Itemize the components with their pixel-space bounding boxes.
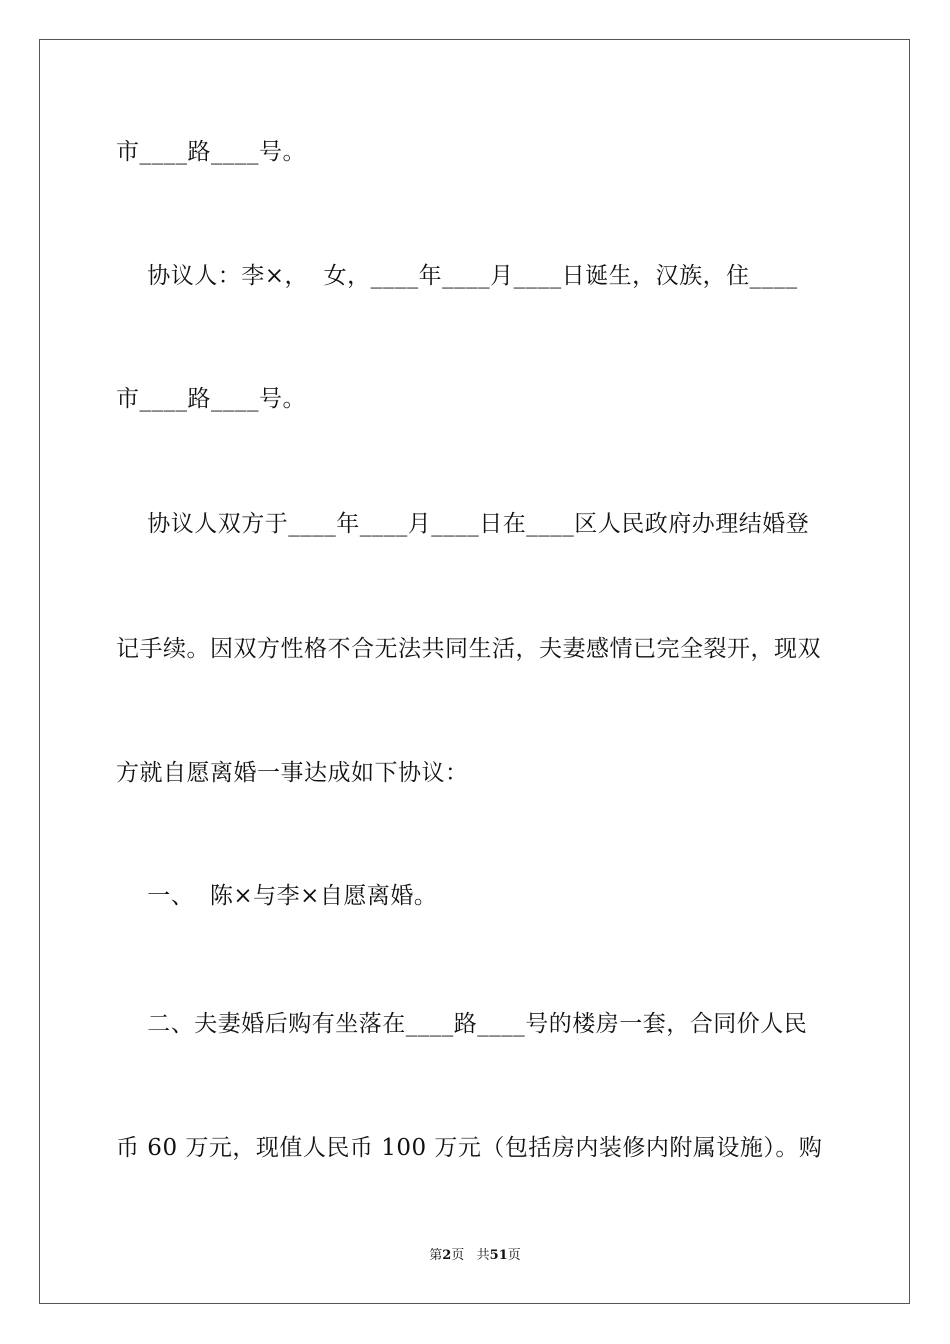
text-line-8: 二、夫妻婚后购有坐落在____路____号的楼房一套，合同价人民 bbox=[116, 1011, 808, 1037]
text-line-3: 市____路____号。 bbox=[116, 386, 306, 412]
total-page-count: 51 bbox=[489, 1248, 508, 1263]
text-line-2: 协议人：李×， 女，____年____月____日诞生，汉族，住____ bbox=[116, 263, 798, 289]
text-line-1: 市____路____号。 bbox=[116, 139, 306, 165]
footer-prefix: 第 bbox=[429, 1248, 443, 1263]
text-line-5: 记手续。因双方性格不合无法共同生活，夫妻感情已完全裂开，现双 bbox=[116, 636, 821, 662]
text-line-6: 方就自愿离婚一事达成如下协议： bbox=[116, 760, 469, 786]
current-page-number: 2 bbox=[442, 1248, 452, 1263]
text-line-4: 协议人双方于____年____月____日在____区人民政府办理结婚登 bbox=[116, 511, 810, 537]
page-footer bbox=[0, 1247, 950, 1265]
page-border bbox=[39, 39, 910, 1304]
text-line-7: 一、 陈×与李×自愿离婚。 bbox=[116, 883, 438, 909]
text-line-9: 币 60 万元，现值人民币 100 万元（包括房内装修内附属设施）。购 bbox=[116, 1135, 823, 1161]
footer-middle: 页 共 bbox=[451, 1248, 490, 1263]
footer-suffix: 页 bbox=[507, 1248, 521, 1263]
